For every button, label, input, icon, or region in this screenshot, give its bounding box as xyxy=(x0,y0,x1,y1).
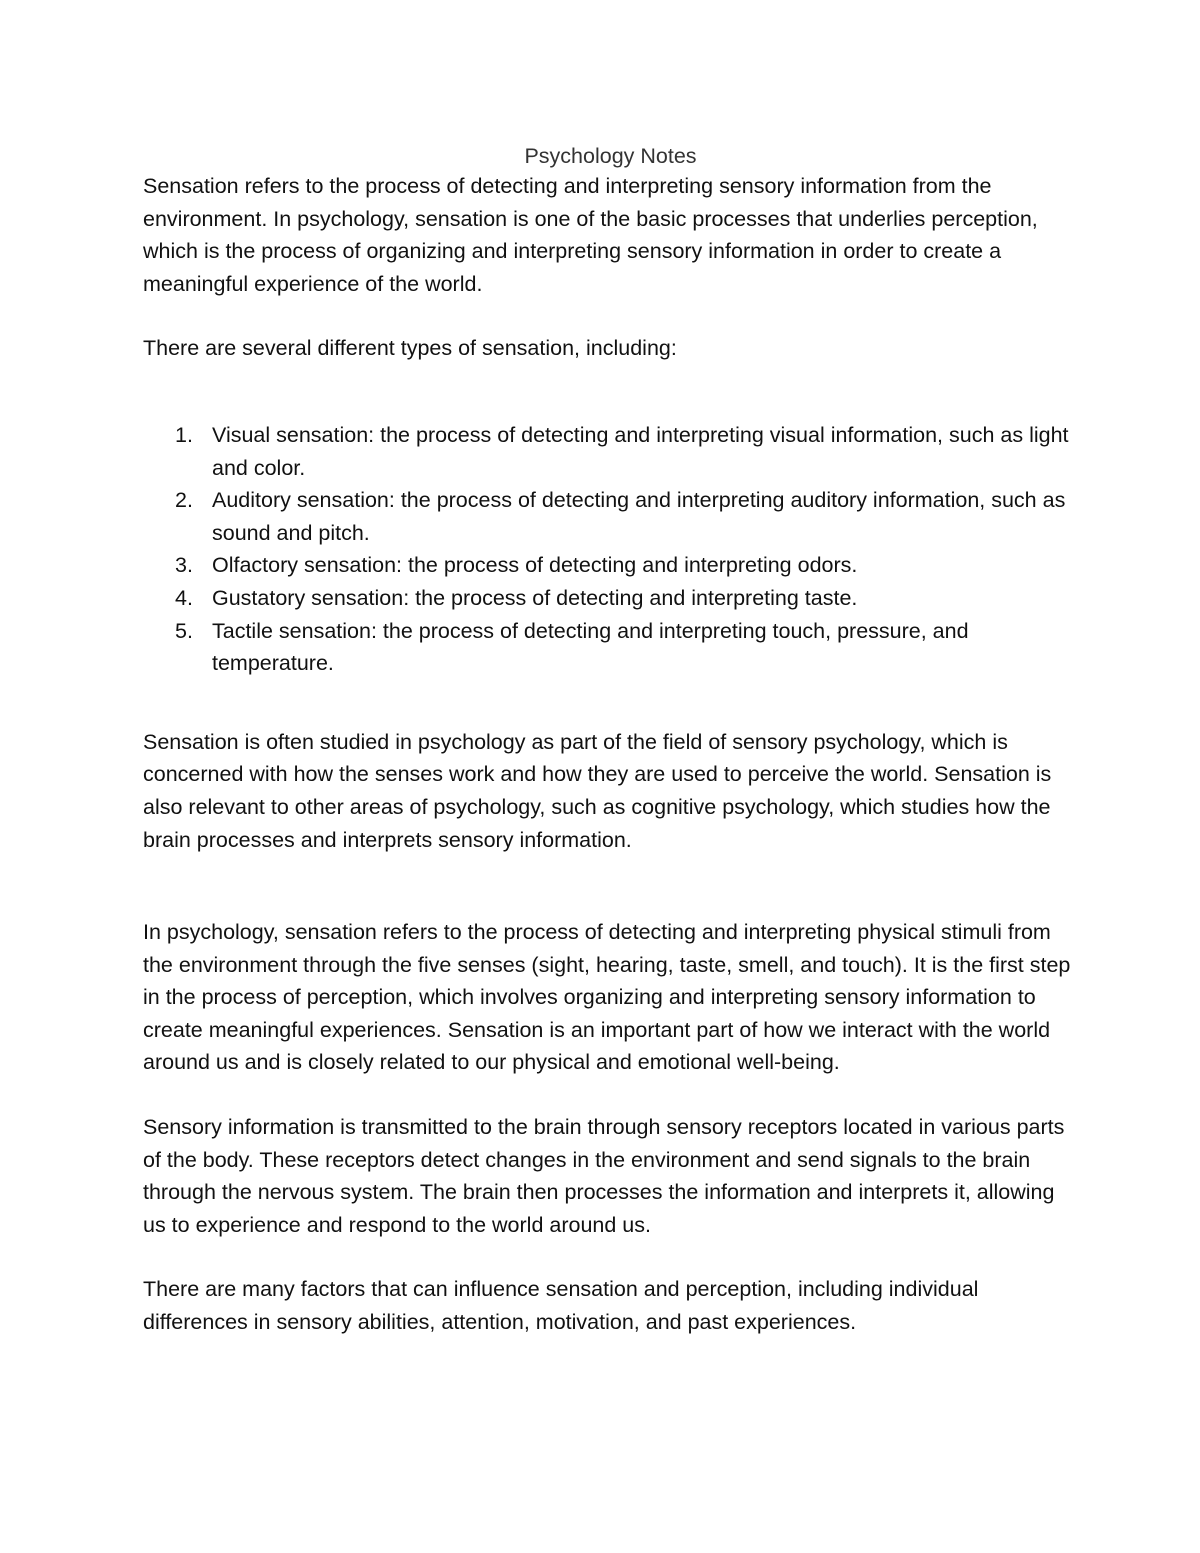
page-title: Psychology Notes xyxy=(524,144,697,168)
list-item-text: Tactile sensation: the process of detecting and interpreting touch, pressure, and temperature. xyxy=(212,618,969,676)
list-item xyxy=(143,549,1078,582)
list-item-number: 1. xyxy=(175,422,193,447)
spacer xyxy=(143,856,1078,916)
list-item xyxy=(143,582,1078,615)
document-body xyxy=(143,142,1078,1339)
list-item-text: Visual sensation: the process of detecting and interpreting visual information, such as light and color. xyxy=(212,422,1069,480)
spacer xyxy=(143,1241,1078,1273)
list-item-text: Olfactory sensation: the process of detecting and interpreting odors. xyxy=(212,553,858,578)
list-item-number: 4. xyxy=(175,585,193,610)
paragraph-sensory-receptors: Sensory information is transmitted to the brain through sensory receptors located in various parts of the body. These receptors detect changes in the environment and send signals to the brain through the nervous system. The brain then processes the information and interprets it, allowing us to experience and respond to the world around us. xyxy=(143,1115,1065,1237)
spacer xyxy=(143,365,1078,419)
list-item xyxy=(143,419,1078,484)
list-item-text: Auditory sensation: the process of detecting and interpreting auditory information, such as sound and pitch. xyxy=(212,488,1066,545)
paragraph-sensation-definition: Sensation refers to the process of detecting and interpreting sensory information from the environment. In psychology, sensation is one of the basic processes that underlies perception, which is the process of organizing and interpreting sensory information in order to create a meaningful experience of the world. xyxy=(143,174,1038,296)
list-item-text: Gustatory sensation: the process of detecting and interpreting taste. xyxy=(212,585,858,610)
spacer xyxy=(143,300,1078,332)
spacer xyxy=(143,680,1078,726)
list-item xyxy=(143,484,1078,549)
paragraph-influencing-factors: There are many factors that can influence sensation and perception, including individual differences in sensory abilities, attention, motivation, and past experiences. xyxy=(143,1277,979,1335)
list-item-number: 3. xyxy=(175,553,193,578)
spacer xyxy=(143,1079,1078,1111)
list-item xyxy=(143,615,1078,680)
paragraph-five-senses: In psychology, sensation refers to the process of detecting and interpreting physical stimuli from the environment through the five senses (sight, hearing, taste, smell, and touch). It is the first step in the process of perception, which involves organizing and interpreting sensory information to create meaningful experiences. Sensation is an important part of how we interact with the world around us and is closely related to our physical and emotional well-being. xyxy=(143,920,1071,1075)
sensation-types-list xyxy=(143,419,1078,680)
paragraph-sensory-psychology: Sensation is often studied in psychology as part of the field of sensory psychology, which is concerned with how the senses work and how they are used to perceive the world. Sensation is also relevant to other areas of psychology, such as cognitive psychology, which studies how the brain processes and interprets sensory information. xyxy=(143,729,1052,852)
list-item-number: 2. xyxy=(175,488,193,513)
paragraph-types-intro: There are several different types of sensation, including: xyxy=(143,336,677,361)
list-item-number: 5. xyxy=(175,618,193,643)
